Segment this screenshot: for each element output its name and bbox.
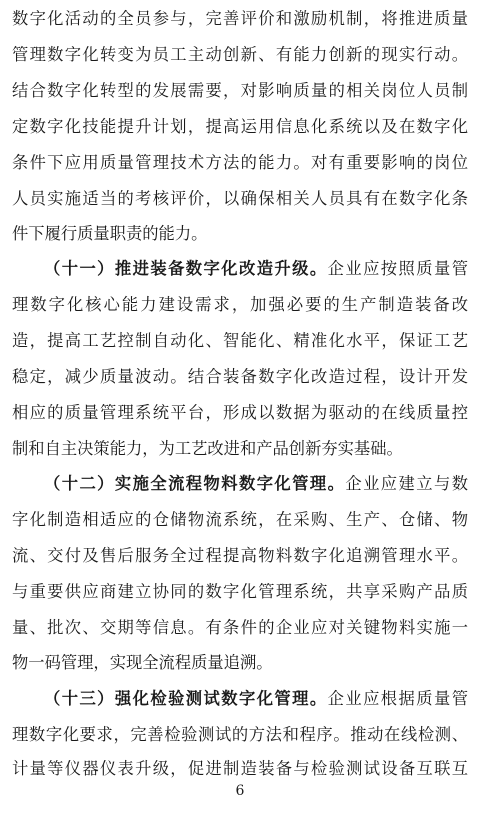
text-line: 相应的质量管理系统平台，形成以数据为驱动的在线质量控 <box>12 403 468 422</box>
text-line: 稳定，减少质量波动。结合装备数字化改造过程，设计开发 <box>12 367 468 386</box>
text-line: 流、交付及售后服务全过程提高物料数字化追溯管理水平。 <box>12 546 468 565</box>
text-line: 字化制造相适应的仓储物流系统，在采购、生产、仓储、物 <box>12 510 468 529</box>
text-line: 量、批次、交期等信息。有条件的企业应对关键物料实施一 <box>12 618 468 637</box>
section-heading-line: （十三）强化检验测试数字化管理。企业应根据质量管 <box>44 689 468 708</box>
page-number: 6 <box>235 783 245 799</box>
text-line: 造，提高工艺控制自动化、智能化、精准化水平，保证工艺 <box>12 331 468 350</box>
text-line: 管理数字化转变为员工主动创新、有能力创新的现实行动。 <box>12 45 468 64</box>
text-line: 与重要供应商建立协同的数字化管理系统，共享采购产品质 <box>12 582 468 601</box>
text-line: 定数字化技能提升计划，提高运用信息化系统以及在数字化 <box>12 117 468 136</box>
text-line: 计量等仪器仪表升级，促进制造装备与检验测试设备互联互 <box>12 759 468 778</box>
text-line: 物一码管理，实现全流程质量追溯。 <box>12 653 273 672</box>
text-line: 人员实施适当的考核评价，以确保相关人员具有在数字化条 <box>12 189 468 208</box>
text-line: 理数字化核心能力建设需求，加强必要的生产制造装备改 <box>12 295 468 314</box>
text-line: 数字化活动的全员参与，完善评价和激励机制，将推进质量 <box>12 9 468 28</box>
section-heading-line: （十二）实施全流程物料数字化管理。企业应建立与数 <box>44 474 468 493</box>
section-heading-11: （十一）推进装备数字化改造升级。 <box>44 259 328 278</box>
text-line: 结合数字化转型的发展需要，对影响质量的相关岗位人员制 <box>12 81 468 100</box>
text-line: 件下履行质量职责的能力。 <box>12 224 208 243</box>
section-heading-13: （十三）强化检验测试数字化管理。 <box>44 689 328 708</box>
section-heading-12: （十二）实施全流程物料数字化管理。 <box>44 474 346 493</box>
text-line: 制和自主决策能力，为工艺改进和产品创新夯实基础。 <box>12 439 403 458</box>
text-line: 理数字化要求，完善检验测试的方法和程序。推动在线检测、 <box>12 725 468 744</box>
text-line: 条件下应用质量管理技术方法的能力。对有重要影响的岗位 <box>12 153 468 172</box>
section-heading-line: （十一）推进装备数字化改造升级。企业应按照质量管 <box>44 259 468 278</box>
